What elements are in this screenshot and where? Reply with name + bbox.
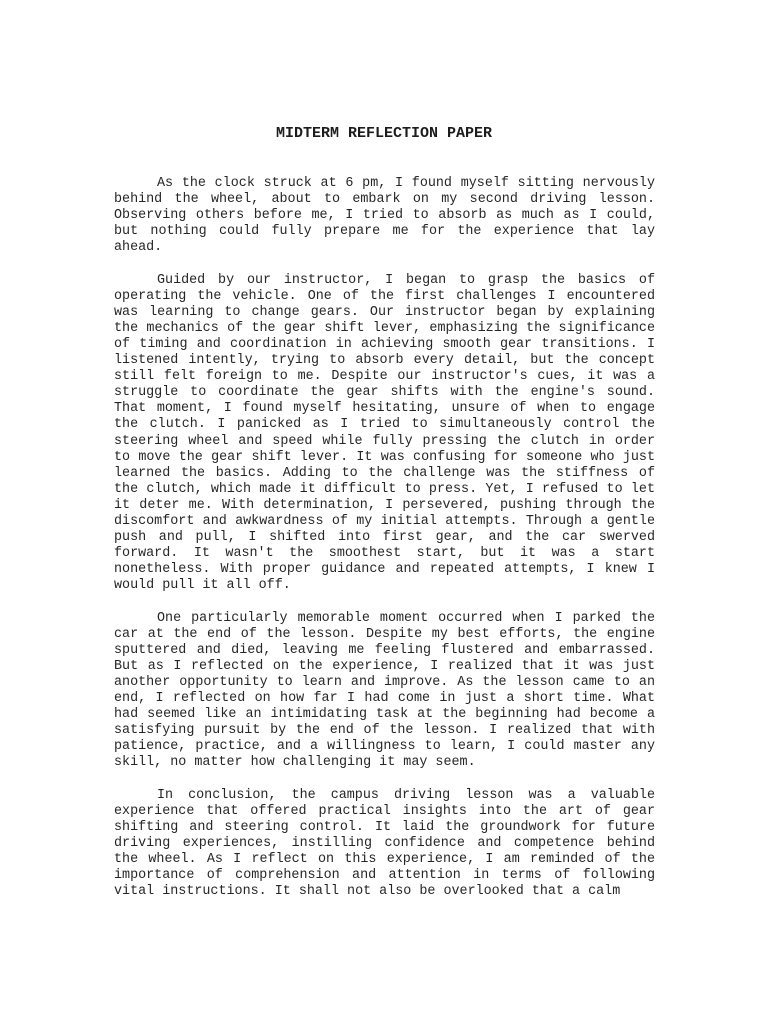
paragraph-conclusion: In conclusion, the campus driving lesson was a valuable experience that offered practical insights into the art of gear shifting and steering control. It laid the groundwork for future driving experiences, instilling confidence and competence behind the wheel. As I reflect on this experience, I am reminded of the importance of comprehension and attention in terms of following vital instructions. It shall not also be overlooked that a calm [114,787,655,900]
paragraph-intro: As the clock struck at 6 pm, I found myself sitting nervously behind the wheel, about to embark on my second driving lesson. Observing others before me, I tried to absorb as much as I could, but nothing could fully prepare me for the experience that lay ahead. [114,176,655,256]
paragraph-gear-shifting: Guided by our instructor, I began to grasp the basics of operating the vehicle. One of the first challenges I encountered was learning to change gears. Our instructor began by explaining the mechanics of the gear shift lever, emphasizing the significance of timing and coordination in achieving smooth gear transitions. I listened intently, trying to absorb every detail, but the concept still felt foreign to me. Despite our instructor's cues, it was a struggle to coordinate the gear shifts with the engine's sound. That moment, I found myself hesitating, unsure of when to engage the clutch. I panicked as I tried to simultaneously control the steering wheel and speed while fully pressing the clutch in order to move the gear shift lever. It was confusing for someone who just learned the basics. Adding to the challenge was the stiffness of the clutch, which made it difficult to press. Yet, I refused to let it deter me. With determination, I persevered, pushing through the discomfort and awkwardness of my initial attempts. Through a gentle push and pull, I shifted into first gear, and the car swerved forward. It wasn't the smoothest start, but it was a start nonetheless. With proper guidance and repeated attempts, I knew I would pull it all off. [114,272,655,594]
document-title: MIDTERM REFLECTION PAPER [275,125,493,142]
paragraph-memorable-moment: One particularly memorable moment occurred when I parked the car at the end of the lesson. Despite my best efforts, the engine sputtered and died, leaving me feeling flustered and embarrassed. But as I reflected on the experience, I realized that it was just another opportunity to learn and improve. As the lesson came to an end, I reflected on how far I had come in just a short time. What had seemed like an intimidating task at the beginning had become a satisfying pursuit by the end of the lesson. I realized that with patience, practice, and a willingness to learn, I could master any skill, no matter how challenging it may seem. [114,610,655,771]
document-body [114,176,655,916]
